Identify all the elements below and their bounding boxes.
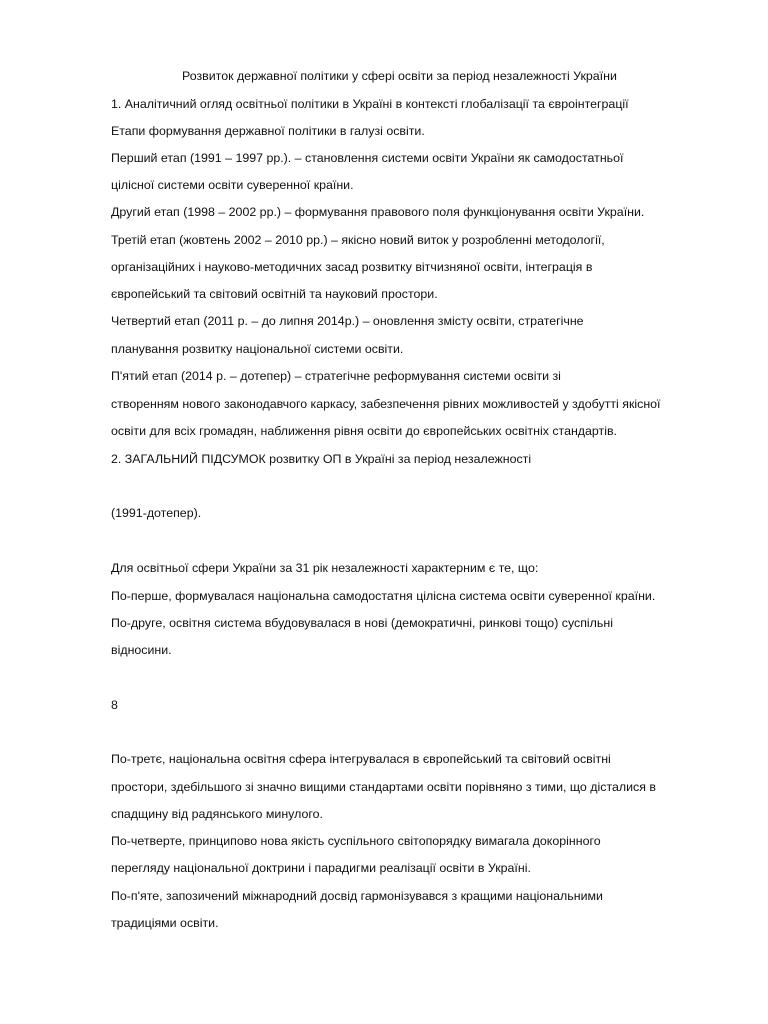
text-line: Четвертий етап (2011 р. – до липня 2014р.) – оновлення змісту освіти, стратегічне [111,314,584,328]
text-line: Другий етап (1998 – 2002 рр.) – формування правового поля функціонування освіти України. [111,205,645,219]
text-line: (1991-дотепер). [111,506,202,520]
text-line: По-п'яте, запозичений міжнародний досвід гармонізувався з кращими національними [111,889,603,903]
text-line: перегляду національної доктрини і парадигми реалізації освіти в Україні. [111,861,531,875]
page-number: 8 [111,698,118,712]
text-line: По-перше, формувалася національна самодостатня цілісна система освіти суверенної країни. [111,589,656,603]
text-line: цілісної системи освіти суверенної країни. [111,178,354,192]
text-line: традиціями освіти. [111,916,219,930]
text-line: По-третє, національна освітня сфера інтегрувалася в європейський та світовий освітні [111,752,611,766]
text-line: європейський та світовий освітній та науковий простори. [111,287,438,301]
document-title: Розвиток державної політики у сфері освіти за період незалежності України [182,69,617,83]
text-line: освіти для всіх громадян, наближення рівня освіти до європейських освітніх стандартів. [111,424,617,438]
text-line: Для освітньої сфери України за 31 рік незалежності характерним є те, що: [111,561,539,575]
text-line: Третій етап (жовтень 2002 – 2010 рр.) – якісно новий виток у розробленні методології, [111,233,605,247]
text-line: Перший етап (1991 – 1997 рр.). – становлення системи освіти України як самодостатньої [111,151,624,165]
text-line: По-четверте, принципово нова якість суспільного світопорядку вимагала докорінного [111,834,601,848]
section-heading-1: 1. Аналітичний огляд освітньої політики в Україні в контексті глобалізації та євроінтеграції [111,97,629,111]
text-line: простори, здебільшого зі значно вищими стандартами освіти порівняно з тими, що дісталися в [111,780,656,794]
section-heading-2: 2. ЗАГАЛЬНИЙ ПІДСУМОК розвитку ОП в Україні за період незалежності [111,452,532,466]
text-line: Етапи формування державної політики в галузі освіти. [111,124,425,138]
text-line: планування розвитку національної системи освіти. [111,342,404,356]
text-line: відносини. [111,643,172,657]
text-line: П'ятий етап (2014 р. – дотепер) – стратегічне реформування системи освіти зі [111,369,561,383]
text-line: По-друге, освітня система вбудовувалася в нові (демократичні, ринкові тощо) суспільні [111,616,613,630]
text-line: організаційних і науково-методичних засад розвитку вітчизняної освіти, інтеграція в [111,260,593,274]
text-line: створенням нового законодавчого каркасу, забезпечення рівних можливостей у здобутті якісної [111,397,661,411]
text-line: спадщину від радянського минулого. [111,807,323,821]
